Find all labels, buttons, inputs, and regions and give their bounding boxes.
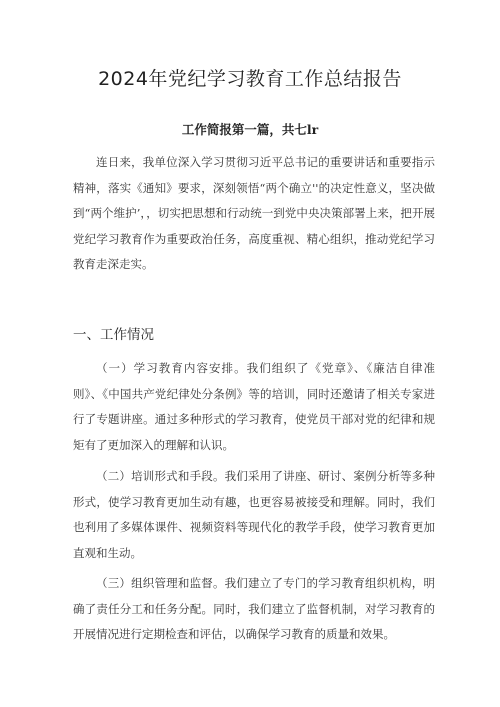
paragraph-management-supervision: （三）组织管理和监督。我们建立了专门的学习教育组织机构，明确了责任分工和任务分配。同时，我们建立了监督机制，对学习教育的开展情况进行定期检查和评估，以确保学习教育的质量和效果。 (73, 576, 435, 642)
section-heading: 一、工作情况 (73, 327, 154, 343)
paragraph-content-arrangement: （一）学习教育内容安排。我们组织了《党章》、《廉洁自律准则》、《中国共产党纪律处分条例》等的培训，同时还邀请了相关专家进行了专题讲座。通过多种形式的学习教育，使党员干部对党的纪律和规矩有了更加深入的理解和认识。 (73, 361, 435, 452)
intro-paragraph: 连日来，我单位深入学习贯彻习近平总书记的重要讲话和重要指示精神，落实《通知》要求，深刻领悟“两个确立''的决定性意义，坚决做到“两个维护’，，切实把思想和行动统一到党中央决策部署上来，把开展党纪学习教育作为重要政治任务，高度重视、精心组织，推动党纪学习教育走深走实。 (73, 155, 435, 272)
page-title: 2024年党纪学习教育工作总结报告 (98, 68, 402, 90)
paragraph-training-methods: （二）培训形式和手段。我们采用了讲座、研讨、案例分析等多种形式，使学习教育更加生动有趣，也更容易被接受和理解。同时，我们也利用了多媒体课件、视频资料等现代化的教学手段，使学习教育更加直观和生动。 (73, 469, 435, 560)
page-subtitle: 工作简报第一篇，共七lr (181, 122, 319, 137)
